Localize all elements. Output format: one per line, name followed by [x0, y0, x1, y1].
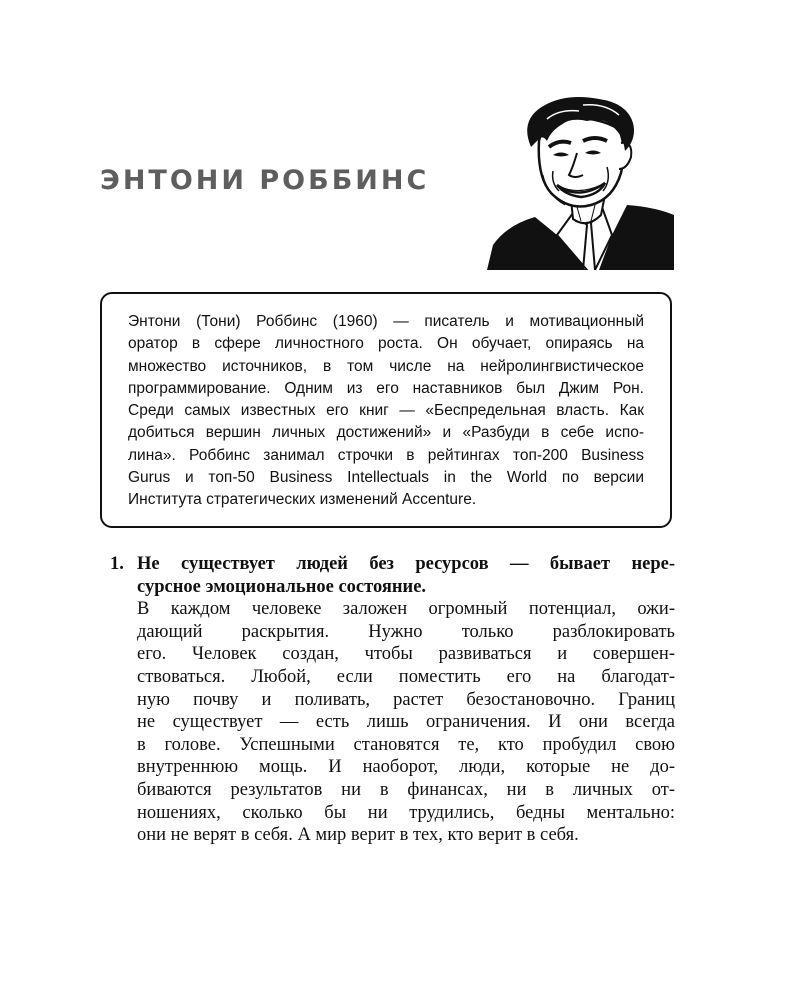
item-number: 1.	[110, 554, 124, 574]
author-bio-box	[100, 292, 672, 528]
item-body-line: в голове. Успешными становятся те, кто пробудил свою	[137, 734, 675, 755]
bio-line: Среди самых известных его книг — «Беспредельная власть. Как	[128, 402, 644, 420]
item-heading-line: Не существует людей без ресурсов — бывает нере-	[137, 554, 675, 574]
item-body-line: внутреннюю мощь. И наоборот, люди, которые не до-	[137, 757, 675, 778]
item-body-line: ную почву и поливать, растет безостановочно. Границ	[137, 689, 675, 710]
item-body-line: биваются результатов ни в финансах, ни в личных от-	[137, 779, 675, 800]
item-body	[137, 553, 675, 847]
bio-line: добиться вершин личных достижений» и «Разбуди в себе испо-	[128, 424, 644, 442]
bio-line: Энтони (Тони) Роббинс (1960) — писатель и мотивационный	[128, 313, 644, 330]
author-portrait	[487, 95, 674, 270]
bio-line: оратор в сфере личностного роста. Он обучает, опираясь на	[128, 335, 644, 353]
item-body-line: В каждом человеке заложен огромный потенциал, ожи-	[137, 599, 675, 620]
item-body-line: ствоваться. Любой, если поместить его на благодат-	[137, 666, 675, 687]
item-body-line: ношениях, сколько бы ни трудились, бедны ментально:	[137, 802, 675, 823]
bio-line: лина». Роббинс занимал строчки в рейтингах топ-200 Business	[128, 446, 644, 464]
item-body-line: дающий раскрытия. Нужно только разблокировать	[137, 621, 675, 642]
bio-line: Gurus и топ-50 Business Intellectuals in the World по версии	[128, 469, 644, 487]
item-body-line: не существует — есть лишь ограничения. И они всегда	[137, 712, 675, 733]
item-body-line: его. Человек создан, чтобы развиваться и совершен-	[137, 644, 675, 665]
bio-line: Института стратегических изменений Accenture.	[128, 491, 477, 509]
item-body-line: они не верят в себя. А мир верит в тех, кто верит в себя.	[137, 825, 579, 846]
bio-line: программирование. Одним из его наставников был Джим Рон.	[128, 379, 644, 397]
page-title: ЭНТОНИ РОББИНС	[100, 165, 430, 196]
item-heading-line: сурсное эмоциональное состояние.	[137, 576, 427, 597]
bio-line: множество источников, в том числе на нейролингвистическое	[128, 357, 644, 375]
